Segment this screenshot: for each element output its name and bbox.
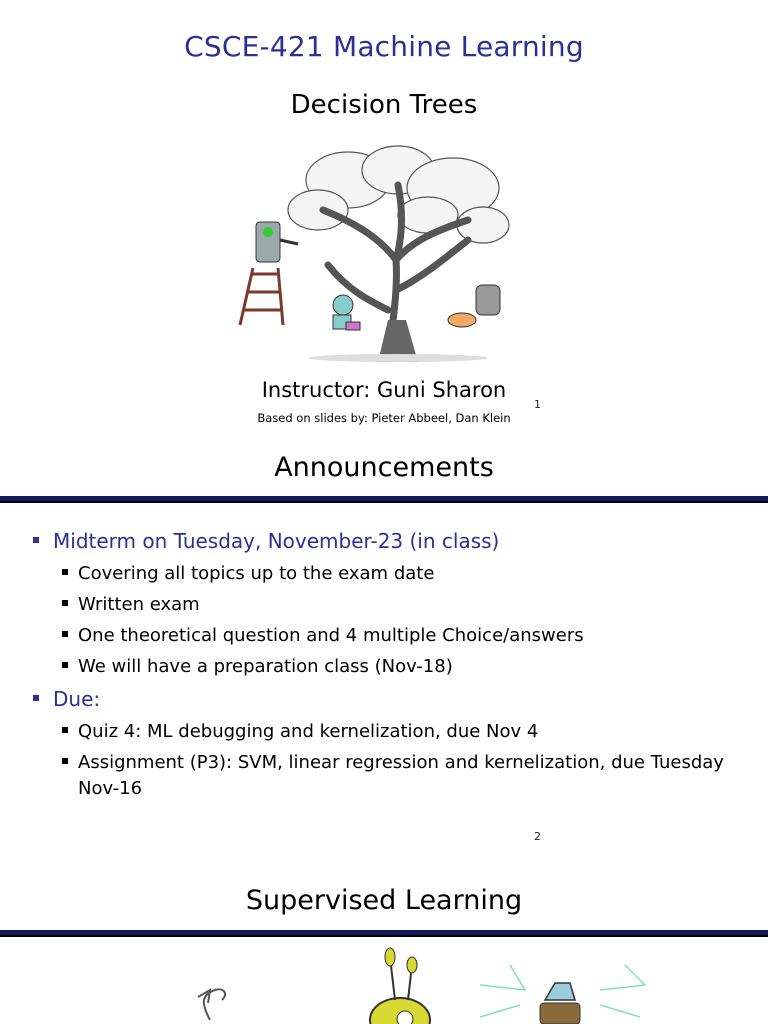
sub-bullet-item: Assignment (P3): SVM, linear regression and kernelization, due Tuesday Nov-16 xyxy=(0,750,768,802)
course-title: CSCE-421 Machine Learning xyxy=(184,30,584,63)
heading-rule xyxy=(0,930,768,935)
bullet-group-midterm xyxy=(0,528,768,680)
bullet-item: Midterm on Tuesday, November-23 (in class) xyxy=(0,528,768,554)
deck-title: Decision Trees xyxy=(290,90,478,120)
sub-bullet-item: One theoretical question and 4 multiple Choice/answers xyxy=(0,623,768,649)
robots-illustration xyxy=(180,945,650,1024)
page-number: 1 xyxy=(534,398,541,411)
announcements-heading: Announcements xyxy=(274,452,494,483)
tree-robots-illustration xyxy=(228,140,520,362)
sub-bullet-item: Covering all topics up to the exam date xyxy=(0,561,768,587)
sub-bullet-item: Written exam xyxy=(0,592,768,618)
credits-line: Based on slides by: Pieter Abbeel, Dan Klein xyxy=(257,411,511,425)
heading-rule xyxy=(0,496,768,501)
supervised-learning-heading: Supervised Learning xyxy=(245,885,523,916)
page-number: 2 xyxy=(534,830,541,843)
bullet-group-due xyxy=(0,686,768,802)
sub-bullet-item: We will have a preparation class (Nov-18) xyxy=(0,654,768,680)
bullet-item: Due: xyxy=(0,686,768,712)
instructor-line: Instructor: Guni Sharon xyxy=(261,378,507,402)
announcement-list xyxy=(0,528,768,808)
sub-bullet-item: Quiz 4: ML debugging and kernelization, due Nov 4 xyxy=(0,719,768,745)
